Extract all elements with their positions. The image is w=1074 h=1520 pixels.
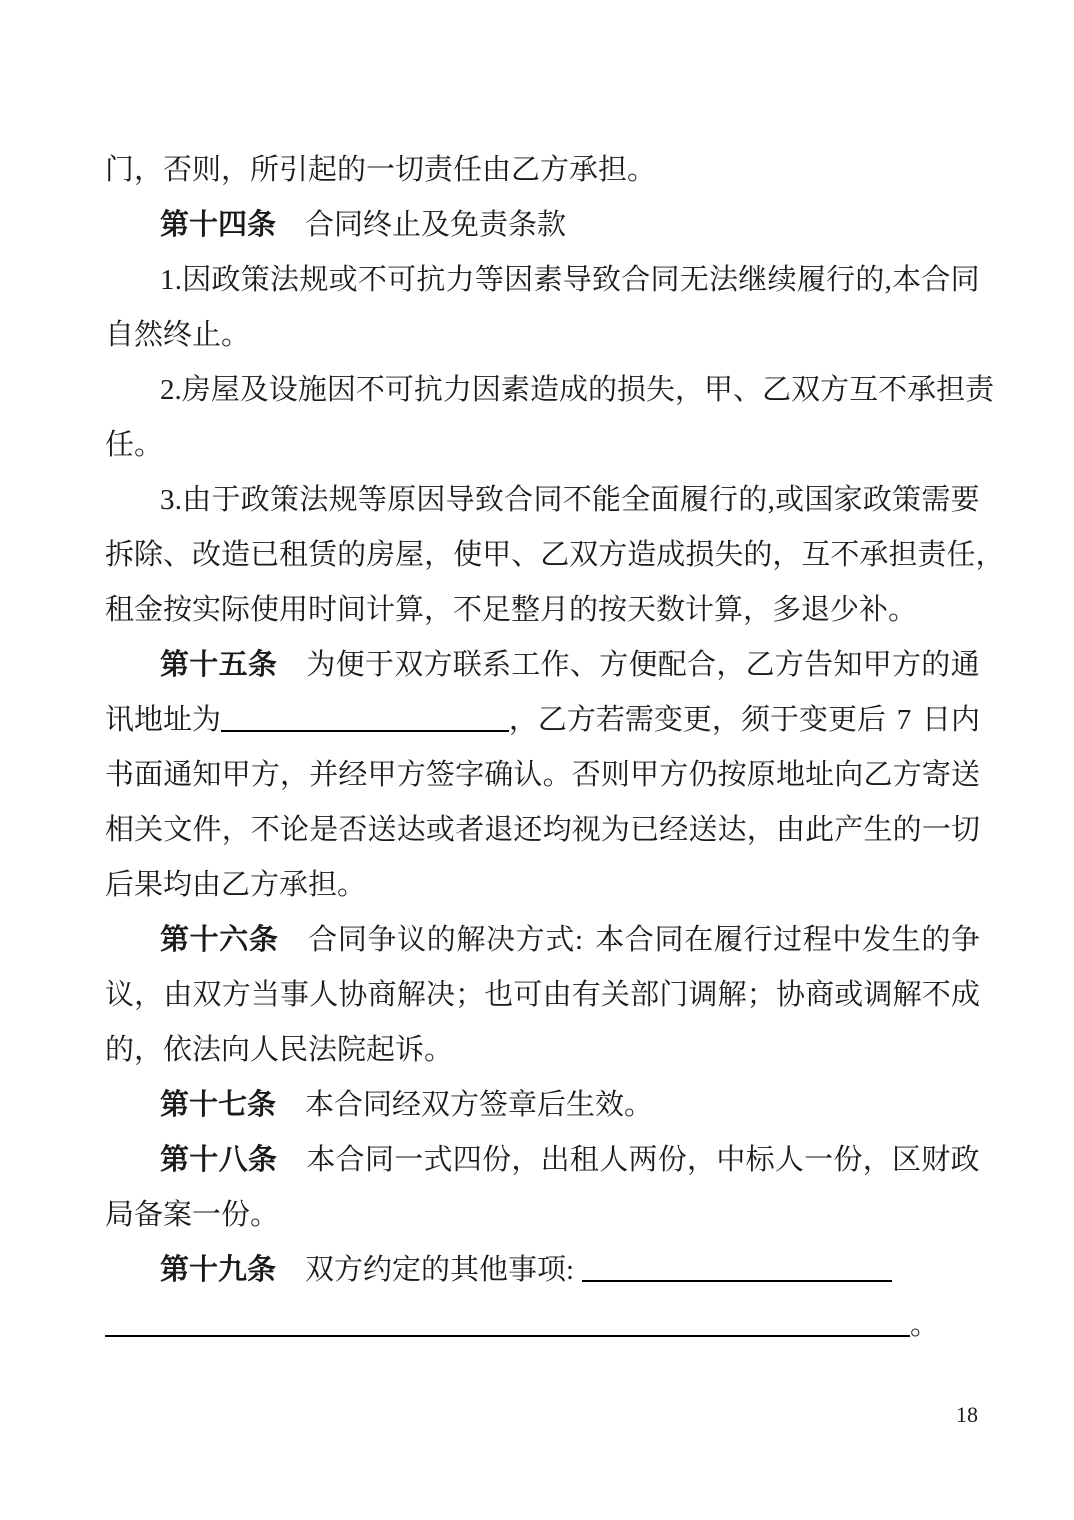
continuation-blank-line	[105, 1335, 910, 1337]
contract-line: 书 面 通 知 甲 方 ， 并 经 甲 方 签 字 确 认 。 否 则 甲 方 仍 按 原 地 址 向 乙 方 寄 送	[105, 759, 980, 791]
contract-line	[105, 583, 980, 638]
contract-line: 拆 除 、 改 造 已 租 赁 的 房 屋 ， 使 甲 、 乙 双 方 造 成 损 失 的 ， 互 不 承 担 责 任 ，	[105, 539, 1005, 571]
contract-line: 相 关 文 件 ， 不 论 是 否 送 达 或 者 退 还 均 视 为 已 经 送 达 ， 由 此 产 生 的 一 切	[105, 814, 980, 846]
clause-number-19: 第十九条	[160, 1254, 277, 1286]
contract-line	[105, 1243, 980, 1298]
contract-line	[105, 143, 980, 198]
clause-number-14: 第十四条	[160, 209, 277, 241]
contract-line: 3 . 由 于 政 策 法 规 等 原 因 导 致 合 同 不 能 全 面 履 行 的 , 或 国 家 政 策 需 要	[160, 484, 980, 516]
contract-line	[105, 418, 980, 473]
contract-line	[105, 1298, 980, 1353]
clause-text: 门，否则，所引起的一切责任由乙方承担。	[105, 154, 657, 186]
contract-line: 2 . 房 屋 及 设 施 因 不 可 抗 力 因 素 造 成 的 损 失 ， 甲 、 乙 双 方 互 不 承 担 责	[160, 374, 995, 406]
contract-line	[105, 1023, 980, 1078]
contract-line: 讯 地 址 为 ， 乙 方 若 需 变 更 ， 须 于 变 更 后 7 日 内	[105, 704, 981, 736]
address-blank-line	[221, 730, 509, 732]
contract-line	[105, 858, 980, 913]
page-number: 18	[956, 1402, 978, 1427]
contract-line	[105, 198, 980, 253]
clause-text: 本合同经双方签章后生效。	[305, 1089, 654, 1121]
contract-line: 1 . 因 政 策 法 规 或 不 可 抗 力 等 因 素 导 致 合 同 无 法 继 续 履 行 的 , 本 合 同	[160, 264, 980, 296]
clause-text: 的，依法向人民法院起诉。	[105, 1034, 454, 1066]
clause-text: 。	[910, 1309, 940, 1341]
contract-line	[105, 308, 980, 363]
clause-title: 合同终止及免责条款	[305, 209, 567, 241]
contract-body	[105, 143, 1005, 1353]
contract-line	[105, 1078, 980, 1133]
clause-text: 租金按实际使用时间计算，不足整月的按天数计算，多退少补。	[105, 594, 918, 626]
contract-line: 第 十 六 条 合 同 争 议 的 解 决 方 式 : 本 合 同 在 履 行 过 程 中 发 生 的 争	[160, 924, 980, 956]
clause-number-17: 第十七条	[160, 1089, 277, 1121]
contract-line: 第 十 五 条 为 便 于 双 方 联 系 工 作 、 方 便 配 合 ， 乙 方 告 知 甲 方 的 通	[160, 649, 980, 681]
contract-line: 议 ， 由 双 方 当 事 人 协 商 解 决 ； 也 可 由 有 关 部 门 调 解 ； 协 商 或 调 解 不 成	[105, 979, 980, 1011]
clause-text: 自然终止。	[105, 319, 251, 351]
clause-text: 后果均由乙方承担。	[105, 869, 367, 901]
clause-text: 局备案一份。	[105, 1199, 280, 1231]
clause-text: 双方约定的其他事项:	[305, 1254, 575, 1286]
other-items-blank-line	[582, 1280, 892, 1282]
clause-text: 任。	[105, 429, 164, 461]
contract-line: 第 十 八 条 本 合 同 一 式 四 份 ， 出 租 人 两 份 ， 中 标 人 一 份 ， 区 财 政	[160, 1144, 980, 1176]
contract-line	[105, 1188, 980, 1243]
